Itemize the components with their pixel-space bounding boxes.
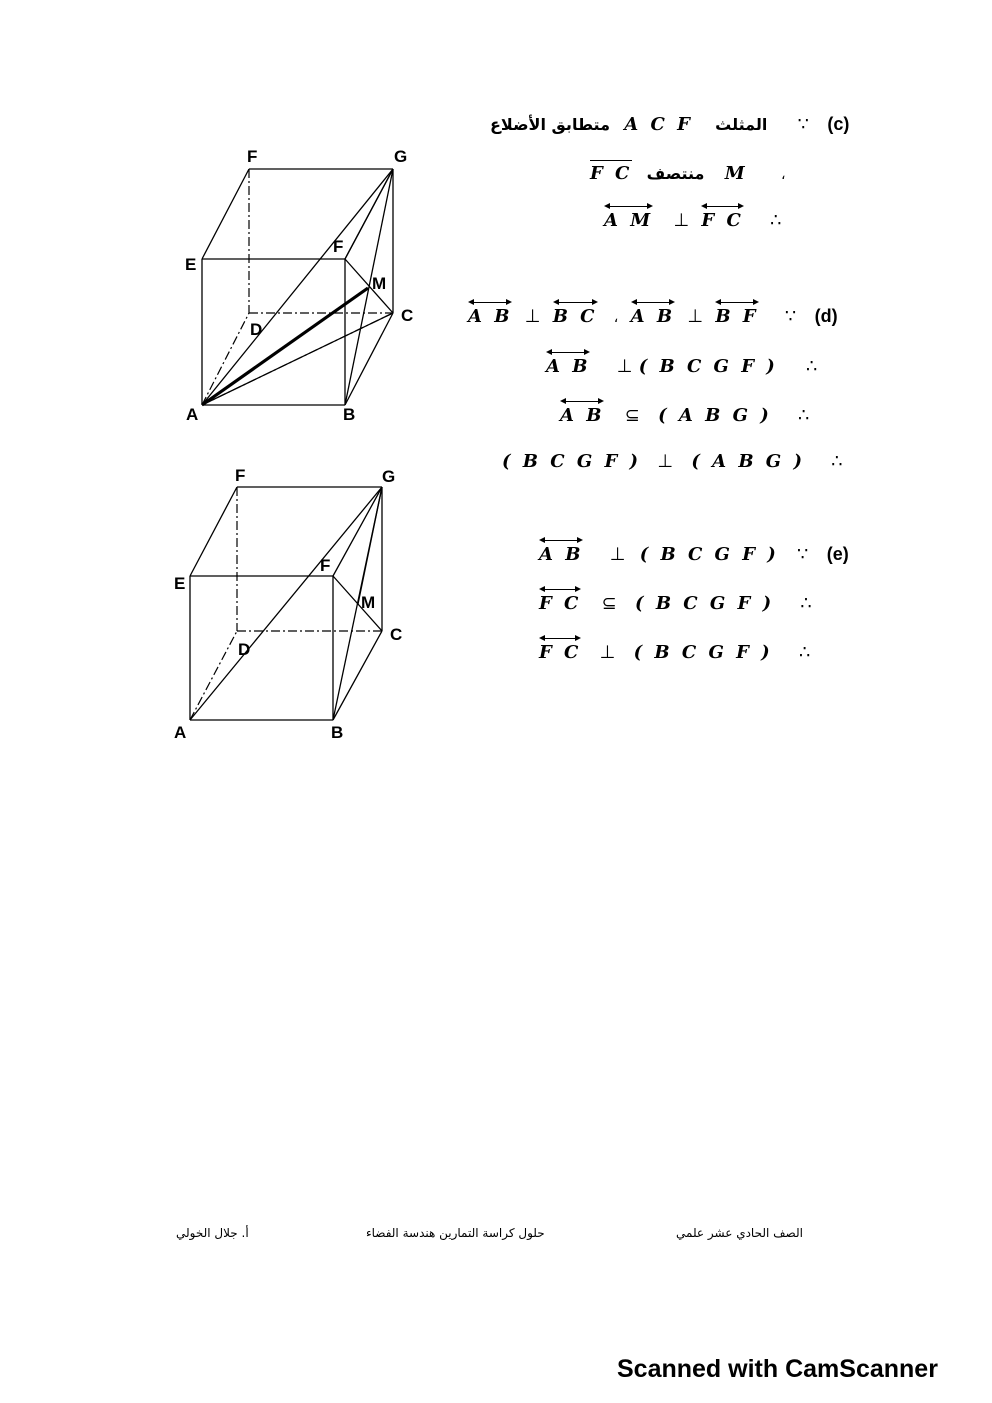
line-fc: F C (539, 585, 581, 614)
line-bf: B F (715, 298, 758, 327)
triangle-word: المثلث (715, 115, 768, 134)
line-ab: A B (560, 397, 604, 426)
footer-teacher: أ. جلال الخولي (176, 1226, 249, 1240)
therefore-symbol: ∴ (798, 642, 811, 663)
line-ab: A B (539, 536, 583, 565)
midpoint-word: منتصف (646, 164, 705, 183)
plane-abg: ( A B G ) (658, 405, 772, 426)
therefore-symbol: ∴ (798, 405, 810, 426)
perp-symbol: ⊥ (673, 210, 690, 231)
line-ab: A B (631, 298, 675, 327)
perp-symbol: ⊥ (524, 306, 541, 327)
part-d-line-3 (560, 397, 810, 426)
label-f-mid-2: F (320, 556, 331, 575)
label-a-2: A (174, 723, 187, 742)
therefore-symbol: ∴ (806, 356, 818, 377)
plane-bcgf: ( B C G F ) (502, 451, 642, 472)
subset-symbol: ⊆ (624, 405, 640, 426)
footer-title: حلول كراسة التمارين هندسة الفضاء (366, 1226, 545, 1240)
subset-symbol: ⊆ (601, 593, 617, 614)
segment-fc: F C (590, 160, 632, 184)
label-g: G (394, 147, 408, 166)
label-f-top: F (247, 147, 258, 166)
label-d: D (250, 320, 263, 339)
part-d-label: (d) (814, 306, 838, 326)
therefore-symbol: ∴ (800, 593, 812, 614)
line-fc: F C (701, 202, 743, 231)
label-b: B (343, 405, 356, 424)
plane-bcgf: ( B C G F ) (635, 593, 775, 614)
line-am: A M (604, 202, 653, 231)
comma-symbol: ، (613, 310, 619, 326)
perp-symbol: ⊥ (616, 356, 633, 377)
line-fc: F C (539, 634, 581, 663)
part-d-line-2 (546, 348, 818, 377)
because-symbol: ∵ (784, 306, 797, 327)
perp-symbol: ⊥ (599, 642, 616, 663)
label-a: A (186, 405, 199, 424)
triangle-acf: A C F (624, 114, 693, 135)
label-c-2: C (390, 625, 403, 644)
label-d-2: D (238, 640, 251, 659)
part-d-line-4 (502, 451, 843, 472)
line-bc: B C (553, 298, 598, 327)
because-symbol: ∵ (797, 114, 810, 135)
because-symbol: ∵ (797, 544, 809, 565)
part-c-line-3 (604, 202, 782, 231)
plane-abg: ( A B G ) (691, 451, 805, 472)
part-c-label: (c) (827, 114, 850, 134)
part-c-line-2 (590, 160, 785, 184)
label-m: M (372, 274, 387, 293)
part-e-line-2 (539, 585, 812, 614)
label-e: E (185, 255, 197, 274)
label-f-mid: F (333, 237, 344, 256)
part-c-line-1 (490, 114, 849, 135)
plane-bcgf: ( B C G F ) (638, 356, 778, 377)
therefore-symbol: ∴ (831, 451, 843, 472)
comma-symbol: ، (780, 167, 786, 183)
equilateral-text: متطابق الأضلاع (490, 115, 610, 134)
plane-bcgf: ( B C G F ) (639, 544, 779, 565)
label-c: C (401, 306, 414, 325)
plane-bcgf: ( B C G F ) (633, 642, 773, 663)
camscanner-watermark: Scanned with CamScanner (617, 1355, 938, 1383)
line-ab: A B (546, 348, 590, 377)
label-b-2: B (331, 723, 344, 742)
part-e-label: (e) (826, 544, 849, 564)
perp-symbol: ⊥ (657, 451, 674, 472)
label-g-2: G (382, 467, 396, 486)
label-f-top-2: F (235, 466, 246, 485)
perp-symbol: ⊥ (687, 306, 704, 327)
footer-grade: الصف الحادي عشر علمي (676, 1226, 803, 1240)
part-d-line-1 (468, 298, 838, 327)
label-m-2: M (361, 593, 376, 612)
label-e-2: E (174, 574, 186, 593)
therefore-symbol: ∴ (770, 210, 782, 231)
part-e-line-3 (539, 634, 810, 663)
perp-symbol: ⊥ (609, 544, 626, 565)
line-ab: A B (468, 298, 512, 327)
point-m: M (724, 163, 745, 184)
part-e-line-1 (539, 536, 849, 565)
